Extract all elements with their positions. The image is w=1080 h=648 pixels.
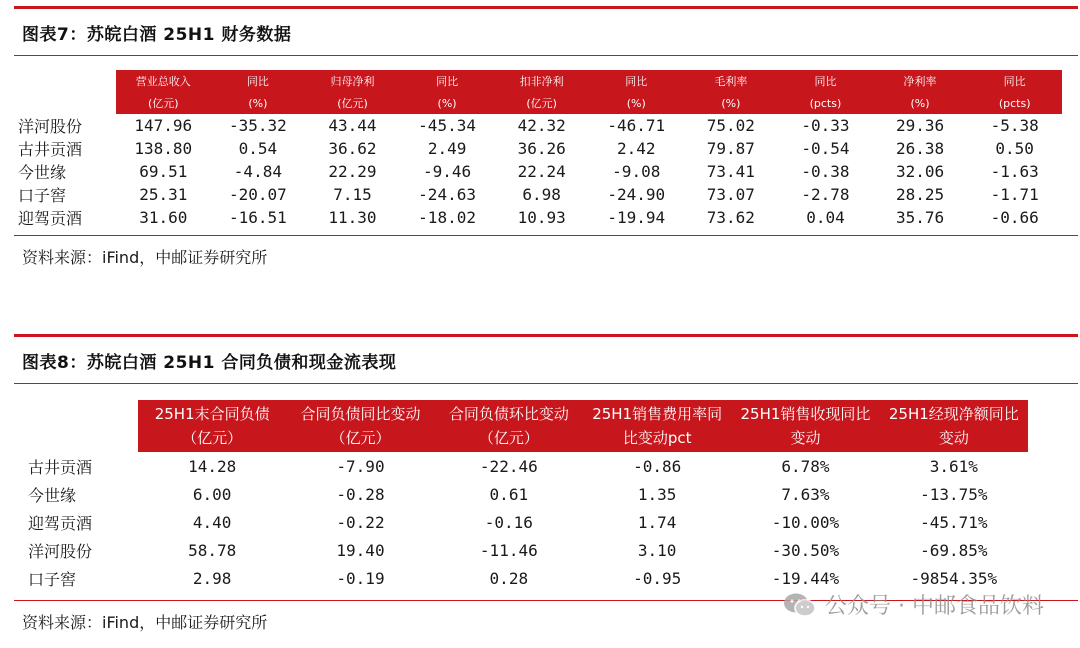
liability-cashflow-table: [14, 400, 1028, 592]
table-cell: 31.60: [139, 208, 188, 227]
header-cell: 25H1销售收现同比变动: [731, 400, 879, 452]
header-cell: 归母净利: [305, 70, 400, 92]
table-cell: 10.93: [517, 208, 566, 227]
table-row: [14, 480, 1028, 508]
table-cell: -0.19: [336, 568, 385, 588]
table-row: [14, 114, 1062, 137]
table-cell: -18.02: [418, 208, 476, 227]
table-row: [14, 564, 1028, 592]
table-cell: -0.54: [801, 139, 850, 158]
row-label: 口子窖: [28, 569, 77, 589]
row-label: 口子窖: [18, 186, 67, 205]
table-cell: 28.25: [895, 185, 945, 204]
row-label: 今世缘: [28, 485, 77, 505]
header-unit: (pcts): [967, 92, 1062, 114]
header-cell: 同比: [400, 70, 495, 92]
header-blank: [14, 70, 116, 92]
table-cell: -46.71: [607, 116, 666, 135]
table-cell: 22.29: [328, 162, 377, 181]
table-cell: -0.28: [336, 484, 385, 504]
table-row: [14, 508, 1028, 536]
header-cell: 25H1末合同负债（亿元）: [138, 400, 286, 452]
table-cell: 36.26: [517, 139, 566, 158]
table-cell: -1.71: [990, 185, 1039, 204]
table-cell: -24.63: [418, 185, 476, 204]
table-cell: 2.42: [617, 139, 656, 158]
table-cell: 4.40: [192, 512, 232, 532]
table-cell: 73.07: [706, 185, 755, 204]
table-cell: -0.86: [633, 456, 682, 476]
table-cell: 6.98: [522, 185, 561, 204]
table-cell: 1.74: [637, 512, 677, 532]
table-cell: 29.36: [895, 116, 945, 135]
row-label: 洋河股份: [18, 117, 83, 136]
row-label: 古井贡酒: [18, 140, 83, 159]
table-cell: 6.00: [192, 484, 232, 504]
table1-title: 图表7：苏皖白酒 25H1 财务数据: [22, 24, 292, 45]
table-cell: -45.34: [418, 116, 476, 135]
table-cell: 32.06: [895, 162, 945, 181]
header-unit: (%): [589, 92, 684, 114]
table-cell: 35.76: [895, 208, 945, 227]
table-cell: -9.08: [612, 162, 661, 181]
table-cell: 73.62: [706, 208, 755, 227]
watermark: [783, 589, 1044, 620]
table-cell: -30.50%: [771, 540, 840, 560]
header-cell: 营业总收入: [116, 70, 211, 92]
header-row-bottom: [14, 92, 1062, 114]
table-cell: 19.40: [336, 540, 385, 560]
table-cell: 138.80: [134, 139, 193, 158]
header-cell: 同比: [589, 70, 684, 92]
table-cell: -16.51: [228, 208, 287, 227]
table-cell: -35.32: [228, 116, 287, 135]
title-rule: [14, 55, 1078, 56]
table-row: [14, 160, 1062, 183]
row-label: 古井贡酒: [28, 457, 93, 477]
table-cell: -19.44%: [771, 568, 840, 588]
header-blank: [14, 400, 138, 452]
header-cell: 同比: [211, 70, 306, 92]
header-cell: 同比: [778, 70, 873, 92]
row-label: 今世缘: [18, 163, 67, 182]
header-unit: (亿元): [494, 92, 589, 114]
header-cell: 同比: [967, 70, 1062, 92]
table-cell: 0.04: [806, 208, 845, 227]
financial-table: [14, 70, 1062, 229]
table-cell: 11.30: [328, 208, 377, 227]
table-cell: 25.31: [139, 185, 188, 204]
table-cell: 1.35: [637, 484, 677, 504]
table2-source: 资料来源：iFind，中邮证券研究所: [22, 612, 268, 632]
wechat-icon: [783, 592, 817, 618]
table-cell: 6.78%: [781, 456, 830, 476]
table-cell: -10.00%: [771, 512, 840, 532]
table-cell: -5.38: [990, 116, 1039, 135]
table-cell: 0.50: [995, 139, 1034, 158]
table-cell: 69.51: [139, 162, 188, 181]
table-cell: 3.10: [637, 540, 677, 560]
table-row: [14, 536, 1028, 564]
header-unit: (pcts): [778, 92, 873, 114]
header-unit: (%): [211, 92, 306, 114]
table-cell: -11.46: [479, 540, 538, 560]
table-row: [14, 452, 1028, 480]
table-cell: 22.24: [517, 162, 566, 181]
row-label: 迎驾贡酒: [28, 513, 93, 533]
table-cell: 79.87: [706, 139, 755, 158]
header-unit: (%): [684, 92, 779, 114]
header-cell: 25H1经现净额同比变动: [880, 400, 1028, 452]
table-cell: -24.90: [607, 185, 666, 204]
header-row-top: [14, 70, 1062, 92]
table-cell: 0.28: [489, 568, 529, 588]
watermark-text: 公众号 · 中邮食品饮料: [825, 594, 1044, 619]
table-cell: -7.90: [336, 456, 385, 476]
table-cell: -2.78: [801, 185, 850, 204]
title-rule: [14, 383, 1078, 384]
header-cell: 合同负债环比变动（亿元）: [435, 400, 583, 452]
table-cell: -19.94: [607, 208, 666, 227]
table-cell: -0.33: [801, 116, 850, 135]
table-cell: -0.66: [990, 208, 1039, 227]
table1-source: 资料来源：iFind，中邮证券研究所: [22, 247, 268, 267]
header-cell: 25H1销售费用率同比变动pct: [583, 400, 731, 452]
header-unit: (亿元): [305, 92, 400, 114]
table-cell: -20.07: [228, 185, 287, 204]
table-cell: 0.54: [238, 139, 278, 158]
table-cell: -0.38: [801, 162, 850, 181]
table-cell: 0.61: [489, 484, 529, 504]
table2-title: 图表8：苏皖白酒 25H1 合同负债和现金流表现: [22, 352, 397, 373]
header-blank: [14, 92, 116, 114]
table-block-1: [14, 6, 1078, 276]
table-row: [14, 206, 1062, 229]
table-cell: -9854.35%: [910, 568, 998, 588]
header-unit: (%): [400, 92, 495, 114]
header-cell: 毛利率: [684, 70, 779, 92]
table-row: [14, 137, 1062, 160]
table-cell: -4.84: [233, 162, 282, 181]
table-row: [14, 183, 1062, 206]
row-label: 洋河股份: [28, 541, 93, 561]
table-cell: 73.41: [706, 162, 755, 181]
header-cell: 合同负债同比变动（亿元）: [286, 400, 434, 452]
header-unit: (亿元): [116, 92, 211, 114]
table-cell: 7.63%: [781, 484, 830, 504]
table-cell: 36.62: [328, 139, 377, 158]
table-cell: -13.75%: [920, 484, 988, 504]
table-cell: 43.44: [328, 116, 377, 135]
table-cell: 42.32: [517, 116, 566, 135]
table-cell: 3.61%: [929, 456, 978, 476]
table-cell: -0.22: [336, 512, 385, 532]
header-cell: 扣非净利: [494, 70, 589, 92]
row-label: 迎驾贡酒: [18, 209, 83, 228]
table-cell: 147.96: [134, 116, 193, 135]
table-cell: 75.02: [706, 116, 755, 135]
table-cell: 2.49: [427, 139, 467, 158]
header-row: [14, 400, 1028, 452]
header-unit: (%): [873, 92, 968, 114]
table-cell: -0.95: [633, 568, 682, 588]
table-cell: 58.78: [188, 540, 237, 560]
table-cell: -1.63: [990, 162, 1039, 181]
table-cell: 26.38: [895, 139, 945, 158]
table-cell: -69.85%: [920, 540, 988, 560]
table-cell: -0.16: [484, 512, 533, 532]
table-cell: 2.98: [192, 568, 232, 588]
table-cell: 7.15: [333, 185, 372, 204]
table-cell: -45.71%: [920, 512, 988, 532]
table-cell: -9.46: [422, 162, 472, 181]
table-cell: 14.28: [188, 456, 237, 476]
header-cell: 净利率: [873, 70, 968, 92]
table-cell: -22.46: [479, 456, 538, 476]
